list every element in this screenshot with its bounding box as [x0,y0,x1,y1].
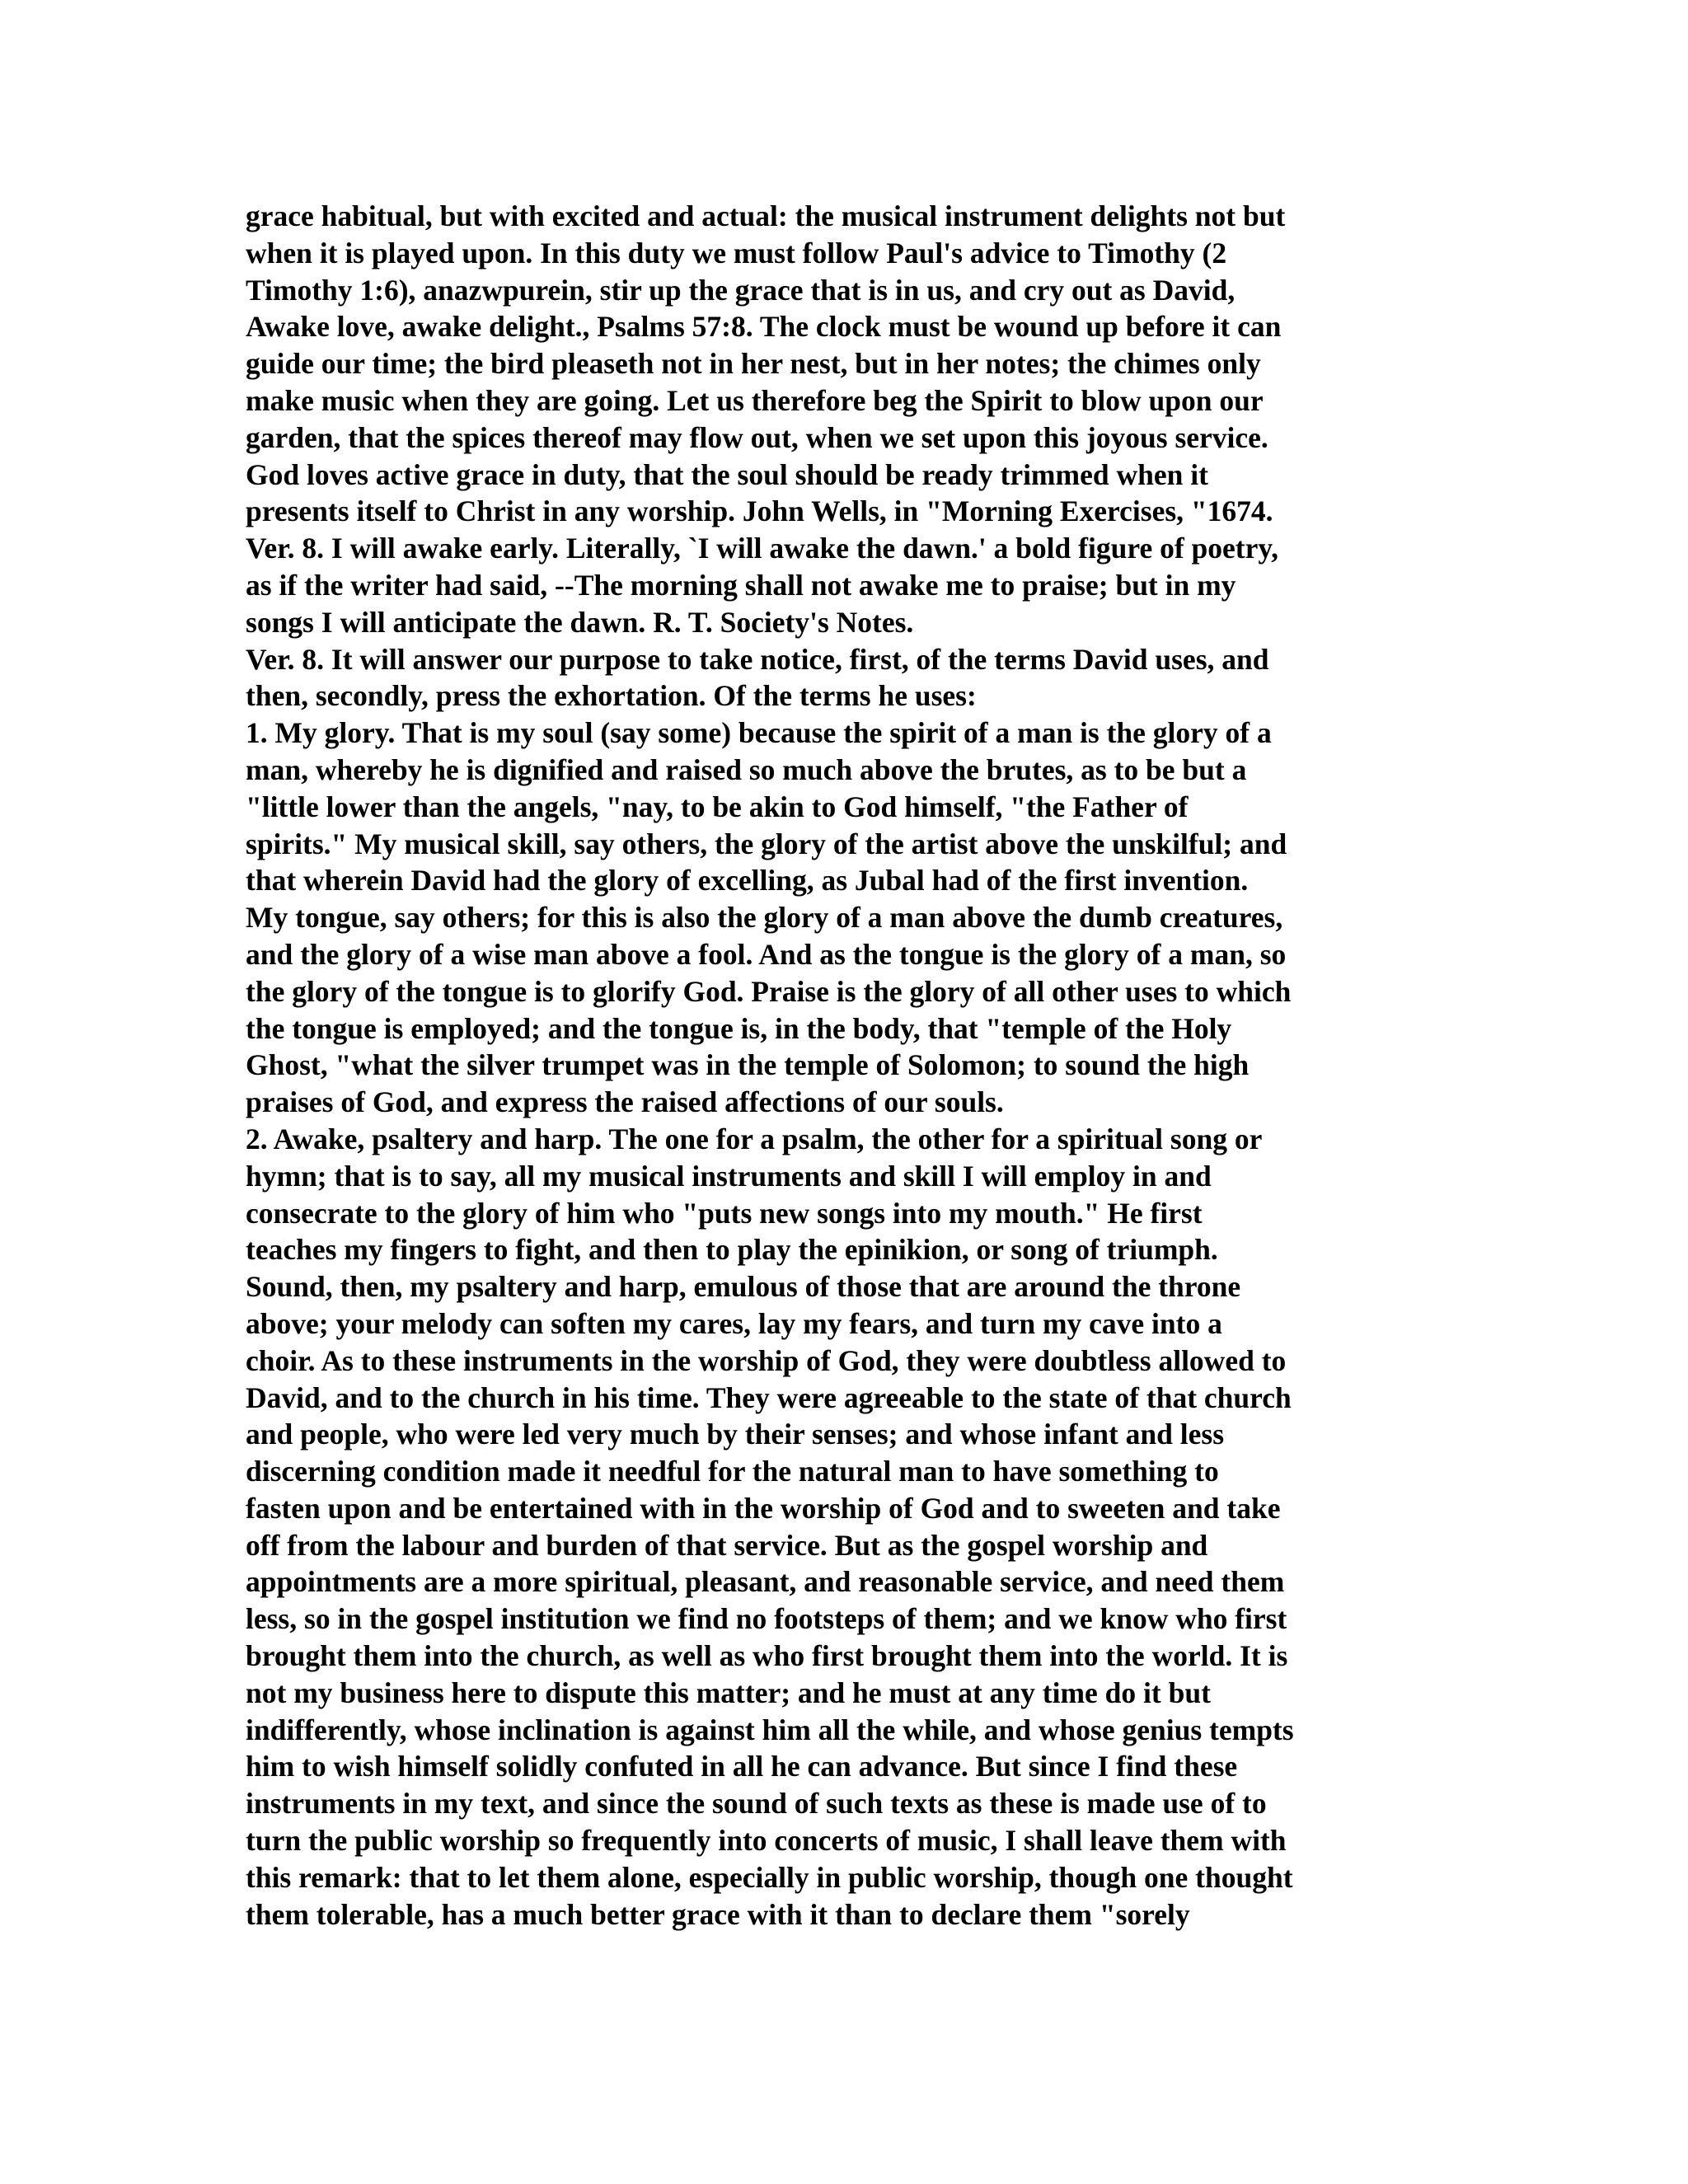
text-line: the glory of the tongue is to glorify God. Praise is the glory of all other uses to which [246,974,1292,1008]
body-text [246,198,1449,1933]
text-line: Ver. 8. I will awake early. Literally, `I will awake the dawn.' a bold figure of poetry, [246,532,1279,565]
text-line: this remark: that to let them alone, especially in public worship, though one thought [246,1860,1293,1894]
text-line: the tongue is employed; and the tongue is, in the body, that "temple of the Holy [246,1011,1232,1045]
text-line: Awake love, awake delight., Psalms 57:8. The clock must be wound up before it can [246,310,1282,344]
text-line: then, secondly, press the exhortation. Of the terms he uses: [246,679,977,713]
text-line: above; your melody can soften my cares, lay my fears, and turn my cave into a [246,1306,1222,1340]
text-line: as if the writer had said, --The morning shall not awake me to praise; but in my [246,568,1236,602]
text-line: brought them into the church, as well as who first brought them into the world. It is [246,1639,1288,1673]
text-line: not my business here to dispute this matter; and he must at any time do it but [246,1675,1211,1709]
text-line: teaches my fingers to fight, and then to play the epinikion, or song of triumph. [246,1233,1218,1267]
text-line: garden, that the spices thereof may flow out, when we set upon this joyous service. [246,420,1268,454]
text-line: My tongue, say others; for this is also the glory of a man above the dumb creatures, [246,901,1283,935]
text-line: and the glory of a wise man above a fool. And as the tongue is the glory of a man, so [246,937,1287,971]
text-line: off from the labour and burden of that service. But as the gospel worship and [246,1528,1208,1562]
text-line: discerning condition made it needful for the natural man to have something to [246,1455,1219,1488]
text-line: "little lower than the angels, "nay, to be akin to God himself, "the Father of [246,790,1189,823]
text-line: man, whereby he is dignified and raised so much above the brutes, as to be but a [246,752,1247,786]
text-line: him to wish himself solidly confuted in all he can advance. But since I find these [246,1750,1238,1783]
text-line: appointments are a more spiritual, pleasant, and reasonable service, and need them [246,1565,1285,1599]
text-line: hymn; that is to say, all my musical instruments and skill I will employ in and [246,1159,1212,1193]
text-line: and people, who were led very much by their senses; and whose infant and less [246,1418,1225,1451]
text-line: when it is played upon. In this duty we must follow Paul's advice to Timothy (2 [246,236,1227,269]
text-line: Ghost, "what the silver trumpet was in the temple of Solomon; to sound the high [246,1048,1250,1082]
text-line: fasten upon and be entertained with in the worship of God and to sweeten and take [246,1491,1281,1525]
text-line: guide our time; the bird pleaseth not in her nest, but in her notes; the chimes only [246,347,1261,381]
text-line: Timothy 1:6), anazwpurein, stir up the grace that is in us, and cry out as David, [246,273,1236,307]
text-line: grace habitual, but with excited and actual: the musical instrument delights not but [246,199,1286,232]
text-line: indifferently, whose inclination is against him all the while, and whose genius tempts [246,1713,1294,1746]
text-line: spirits." My musical skill, say others, the glory of the artist above the unskilful; and [246,827,1287,860]
text-line: choir. As to these instruments in the worship of God, they were doubtless allowed to [246,1343,1287,1377]
text-line: songs I will anticipate the dawn. R. T. Society's Notes. [246,605,914,639]
text-line: less, so in the gospel institution we find no footsteps of them; and we know who first [246,1602,1287,1636]
text-line: presents itself to Christ in any worship. John Wells, in "Morning Exercises, "1674. [246,494,1273,528]
text-line: consecrate to the glory of him who "puts new songs into my mouth." He first [246,1196,1203,1230]
text-line: David, and to the church in his time. They were agreeable to the state of that church [246,1380,1292,1414]
text-line: Ver. 8. It will answer our purpose to take notice, first, of the terms David uses, and [246,642,1269,676]
text-line: them tolerable, has a much better grace with it than to declare them "sorely [246,1897,1190,1931]
text-line: that wherein David had the glory of excelling, as Jubal had of the first invention. [246,864,1249,898]
text-line: instruments in my text, and since the sound of such texts as these is made use of to [246,1787,1267,1821]
text-line: 1. My glory. That is my soul (say some) because the spirit of a man is the glory of a [246,716,1272,750]
text-line: make music when they are going. Let us therefore beg the Spirit to blow upon our [246,383,1264,417]
text-line: 2. Awake, psaltery and harp. The one for a psalm, the other for a spiritual song or [246,1122,1263,1155]
text-line: God loves active grace in duty, that the soul should be ready trimmed when it [246,457,1208,491]
text-line: praises of God, and express the raised affections of our souls. [246,1085,1004,1119]
text-line: Sound, then, my psaltery and harp, emulous of those that are around the throne [246,1270,1241,1304]
text-line: turn the public worship so frequently into concerts of music, I shall leave them with [246,1824,1287,1858]
